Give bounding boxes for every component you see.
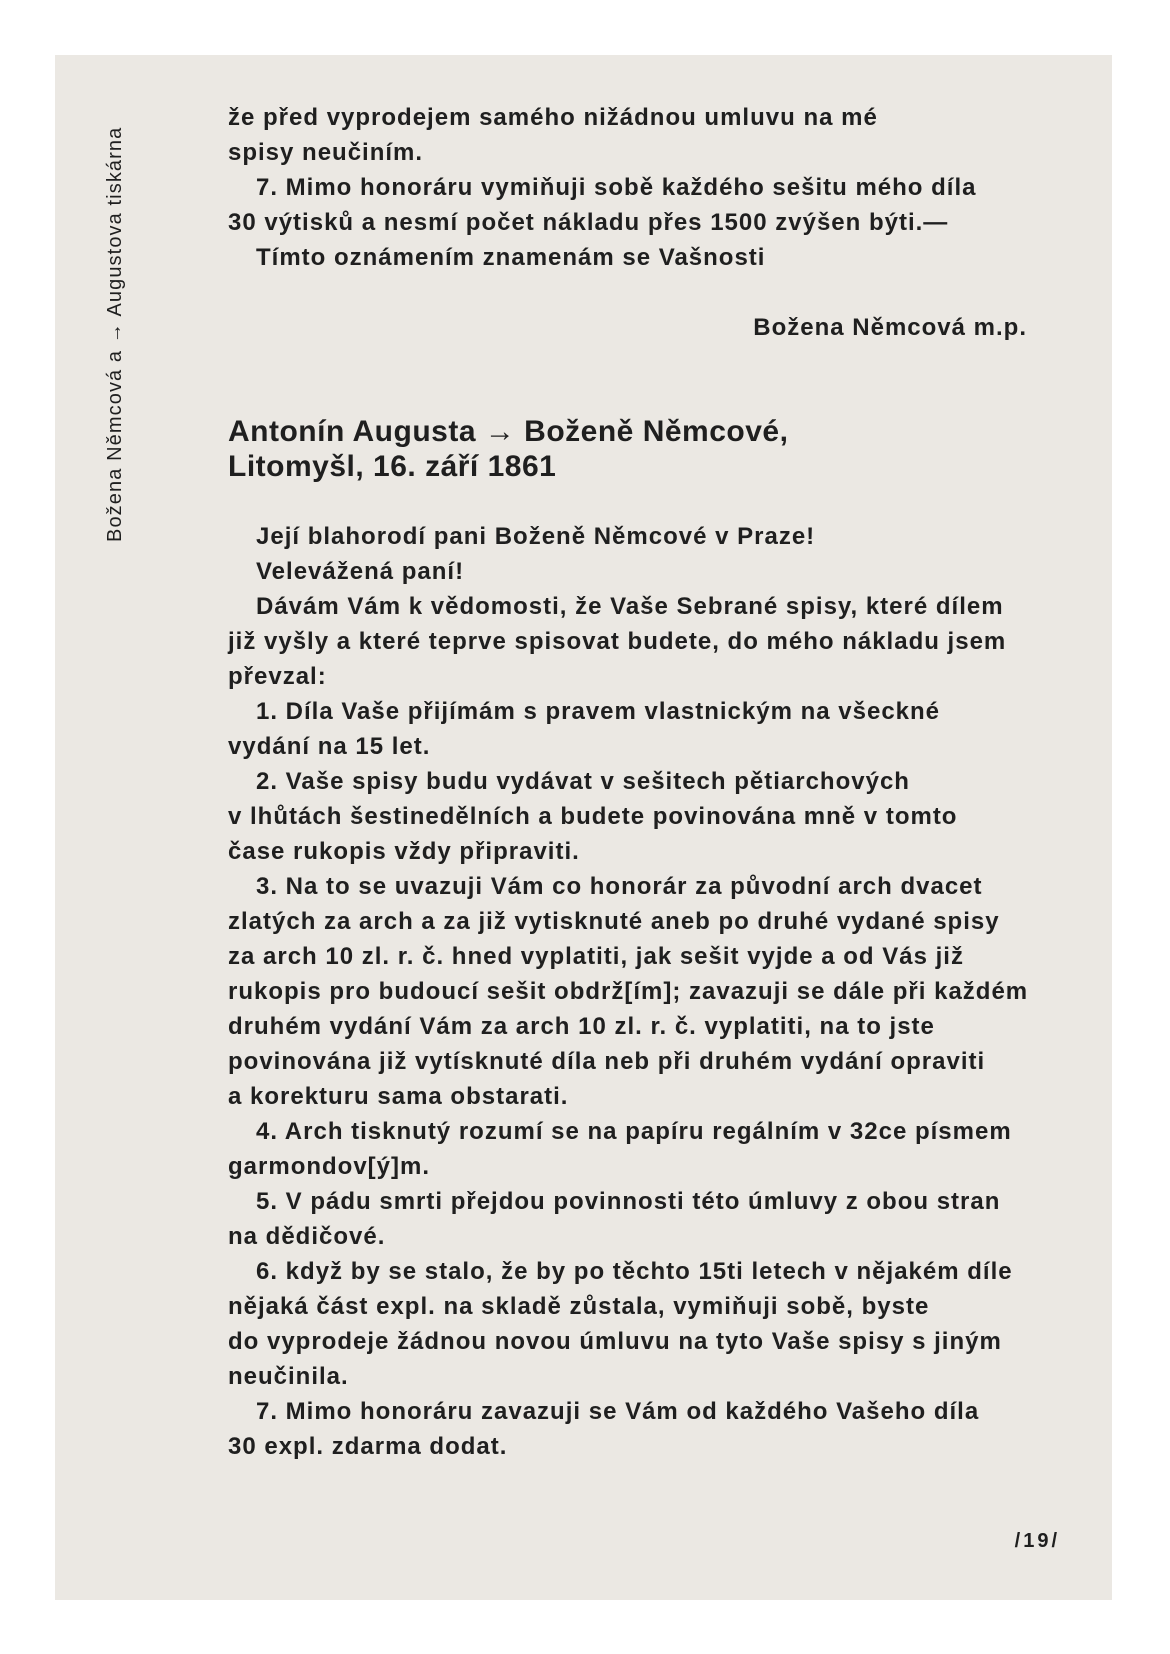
body-line: 5. V pádu smrti přejdou povinnosti této úmluvy z obou stran xyxy=(256,1188,1001,1215)
paragraph xyxy=(228,519,1028,554)
signature: Božena Němcová m.p. xyxy=(753,314,1027,341)
body-line: spisy neučiním. xyxy=(228,139,424,166)
body-line: převzal: xyxy=(228,663,327,690)
body-line: 7. Mimo honoráru zavazuji se Vám od každého Vašeho díla xyxy=(256,1398,980,1425)
body-line: vydání na 15 let. xyxy=(228,733,431,760)
body-line: garmondov[ý]m. xyxy=(228,1153,431,1180)
body-line: čase rukopis vždy připraviti. xyxy=(228,838,580,865)
body-line: nějaká část expl. na skladě zůstala, vymiňuji sobě, byste xyxy=(228,1293,930,1320)
body-line: Tímto oznámením znamenám se Vašnosti xyxy=(256,244,766,271)
body-line: 4. Arch tisknutý rozumí se na papíru regálním v 32ce písmem xyxy=(256,1118,1012,1145)
body-line: do vyprodeje žádnou novou úmluvu na tyto Vaše spisy s jiným xyxy=(228,1328,1002,1355)
heading-line: Antonín Augusta → Boženě Němcové, xyxy=(228,415,789,448)
body-line: neučinila. xyxy=(228,1363,349,1390)
body-line: 30 expl. zdarma dodat. xyxy=(228,1433,508,1460)
body-line: 7. Mimo honoráru vymiňuji sobě každého sešitu mého díla xyxy=(256,174,977,201)
body-line: Dávám Vám k vědomosti, že Vaše Sebrané spisy, které dílem xyxy=(256,593,1004,620)
heading-line: Litomyšl, 16. září 1861 xyxy=(228,450,557,483)
body-line: zlatých za arch a za již vytisknuté aneb po druhé vydané spisy xyxy=(228,908,1000,935)
body-line: že před vyprodejem samého nižádnou umluvu na mé xyxy=(228,104,878,131)
body-line: 2. Vaše spisy budu vydávat v sešitech pětiarchových xyxy=(256,768,910,795)
paragraph xyxy=(228,1184,1028,1254)
letter-text-augusta xyxy=(228,519,1028,1464)
body-line: Velevážená paní! xyxy=(256,558,465,585)
body-line: na dědičové. xyxy=(228,1223,386,1250)
body-line: již vyšly a které teprve spisovat budete, do mého nákladu jsem xyxy=(228,628,1007,655)
body-line: 3. Na to se uvazuji Vám co honorár za původní arch dvacet xyxy=(256,873,983,900)
paragraph xyxy=(228,100,976,170)
body-line: a korekturu sama obstarati. xyxy=(228,1083,569,1110)
paragraph xyxy=(228,554,1028,589)
body-line: za arch 10 zl. r. č. hned vyplatiti, jak sešit vyjde a od Vás již xyxy=(228,943,964,970)
body-line: rukopis pro budoucí sešit obdrž[ím]; zavazuji se dále při každém xyxy=(228,978,1029,1005)
body-line: 6. když by se stalo, že by po těchto 15ti letech v nějakém díle xyxy=(256,1258,1013,1285)
body-line: Její blahorodí pani Boženě Němcové v Praze! xyxy=(256,523,816,550)
section-heading xyxy=(228,414,788,484)
paragraph xyxy=(228,869,1028,1114)
paragraph xyxy=(228,694,1028,764)
body-line: v lhůtách šestinedělních a budete povinována mně v tomto xyxy=(228,803,958,830)
body-line: 1. Díla Vaše přijímám s pravem vlastnickým na všeckné xyxy=(256,698,941,725)
paragraph xyxy=(228,240,976,275)
paragraph xyxy=(228,589,1028,694)
page-number: /19/ xyxy=(1014,1530,1060,1552)
running-head: Božena Němcová a → Augustova tiskárna xyxy=(104,126,126,542)
paragraph xyxy=(228,764,1028,869)
body-line: druhém vydání Vám za arch 10 zl. r. č. vyplatiti, na to jste xyxy=(228,1013,935,1040)
body-line: 30 výtisků a nesmí počet nákladu přes 1500 zvýšen býti.— xyxy=(228,209,949,236)
letter-text-nemcova xyxy=(228,100,976,275)
body-line: povinována již vytísknuté díla neb při druhém vydání opraviti xyxy=(228,1048,986,1075)
paragraph xyxy=(228,170,976,240)
paragraph xyxy=(228,1254,1028,1394)
paragraph xyxy=(228,1394,1028,1464)
paragraph xyxy=(228,1114,1028,1184)
